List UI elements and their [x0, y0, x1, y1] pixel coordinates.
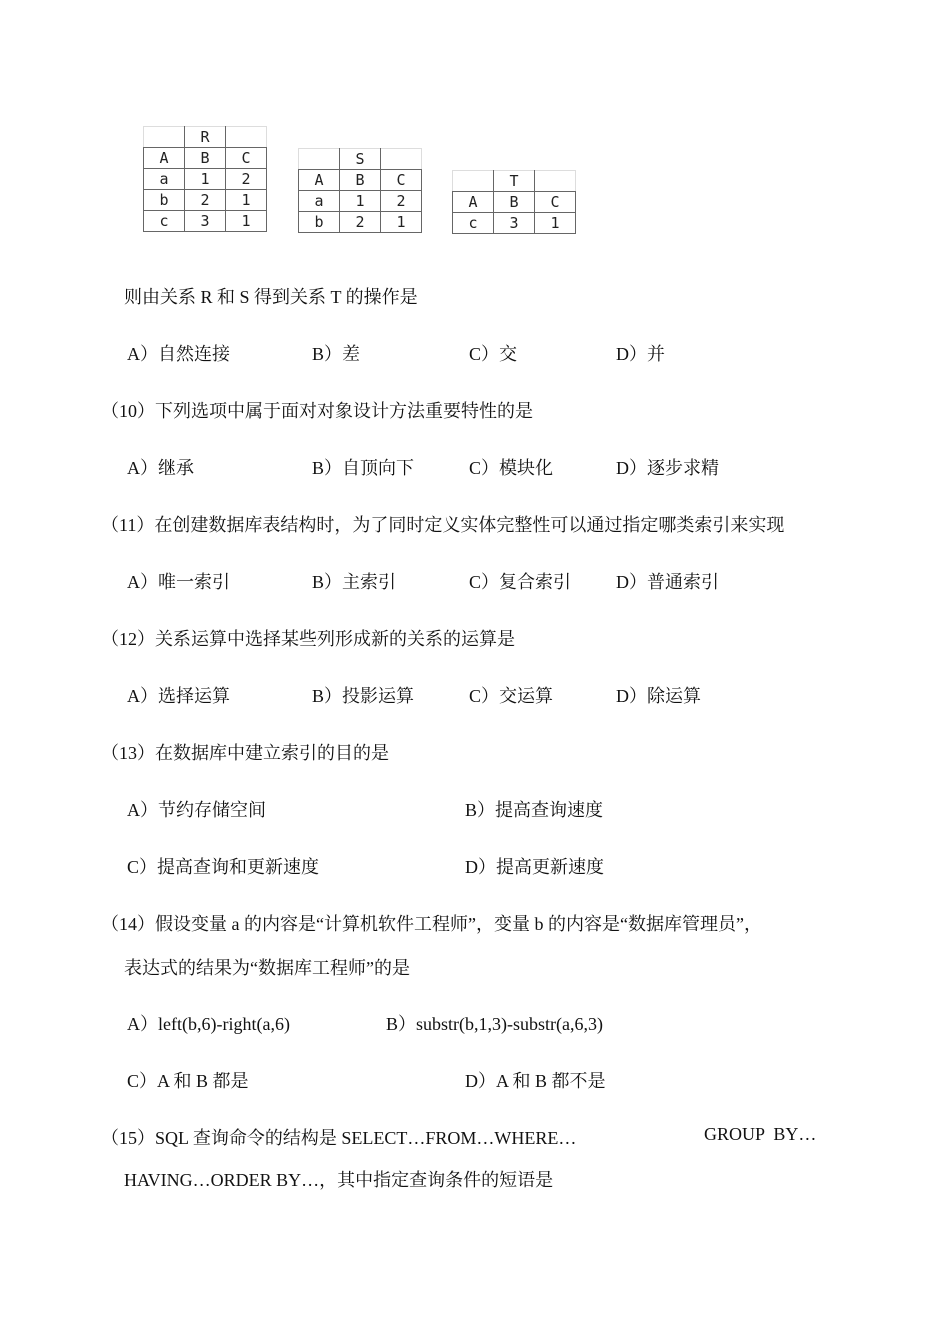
table-cell: 2: [381, 191, 422, 212]
option-d: D）普通索引: [616, 572, 719, 592]
table-title: S: [340, 149, 381, 170]
table-corner: [453, 171, 494, 192]
question-stem-clause: GROUP BY…: [704, 1124, 817, 1144]
option-c: C）模块化: [469, 458, 554, 478]
option-d: D）A 和 B 都不是: [465, 1071, 606, 1091]
option-b: B）差: [312, 344, 361, 364]
question-stem: （10）下列选项中属于面对对象设计方法重要特性的是: [101, 401, 533, 421]
table-row: [144, 211, 267, 232]
option-d: D）提高更新速度: [465, 857, 604, 877]
table-cell: b: [144, 190, 185, 211]
option-b: B）substr(b,1,3)-substr(a,6,3): [386, 1014, 603, 1034]
table-cell: 1: [226, 190, 267, 211]
option-a: A）left(b,6)-right(a,6): [127, 1014, 290, 1034]
option-b: B）投影运算: [312, 686, 415, 706]
table-corner: [535, 171, 576, 192]
relation-s-table: [298, 148, 422, 233]
question-stem: （14）假设变量 a 的内容是“计算机软件工程师”，变量 b 的内容是“数据库管理员”，: [101, 914, 762, 934]
option-d: D）逐步求精: [616, 458, 719, 478]
question-stem: （11）在创建数据库表结构时，为了同时定义实体完整性可以通过指定哪类索引来实现: [101, 515, 785, 535]
table-cell: 1: [185, 169, 226, 190]
question-stem: 则由关系 R 和 S 得到关系 T 的操作是: [124, 287, 418, 307]
option-c: C）A 和 B 都是: [127, 1071, 249, 1091]
table-row: [144, 169, 267, 190]
table-cell: a: [144, 169, 185, 190]
table-title: T: [494, 171, 535, 192]
table-cell: 2: [185, 190, 226, 211]
table-corner: [144, 127, 185, 148]
table-cell: 3: [494, 213, 535, 234]
relation-t-table: [452, 170, 576, 234]
column-header: C: [381, 170, 422, 191]
table-row: [453, 213, 576, 234]
table-cell: 1: [381, 212, 422, 233]
table-row: [299, 212, 422, 233]
column-header: A: [144, 148, 185, 169]
table-cell: c: [144, 211, 185, 232]
option-d: D）除运算: [616, 686, 701, 706]
table-cell: c: [453, 213, 494, 234]
table-cell: 1: [340, 191, 381, 212]
option-c: C）交运算: [469, 686, 554, 706]
option-b: B）主索引: [312, 572, 397, 592]
table-corner: [226, 127, 267, 148]
question-stem-continued: 表达式的结果为“数据库工程师”的是: [124, 958, 410, 978]
column-header: A: [453, 192, 494, 213]
table-cell: 1: [535, 213, 576, 234]
relation-r-table: [143, 126, 267, 232]
table-title: R: [185, 127, 226, 148]
option-b: B）提高查询速度: [465, 800, 604, 820]
option-a: A）自然连接: [127, 344, 230, 364]
column-header: B: [185, 148, 226, 169]
table-cell: 1: [226, 211, 267, 232]
option-b: B）自顶向下: [312, 458, 415, 478]
question-stem: （13）在数据库中建立索引的目的是: [101, 743, 389, 763]
question-stem: （15）SQL 查询命令的结构是 SELECT…FROM…WHERE…: [101, 1128, 577, 1148]
column-header: A: [299, 170, 340, 191]
table-cell: 3: [185, 211, 226, 232]
table-cell: 2: [226, 169, 267, 190]
question-stem-continued: HAVING…ORDER BY…，其中指定查询条件的短语是: [124, 1170, 554, 1190]
table-row: [299, 191, 422, 212]
table-cell: a: [299, 191, 340, 212]
option-c: C）交: [469, 344, 518, 364]
column-header: C: [226, 148, 267, 169]
option-d: D）并: [616, 344, 665, 364]
column-header: B: [494, 192, 535, 213]
table-cell: b: [299, 212, 340, 233]
option-a: A）继承: [127, 458, 194, 478]
option-a: A）节约存储空间: [127, 800, 266, 820]
column-header: B: [340, 170, 381, 191]
table-corner: [381, 149, 422, 170]
table-corner: [299, 149, 340, 170]
option-c: C）复合索引: [469, 572, 572, 592]
column-header: C: [535, 192, 576, 213]
option-a: A）选择运算: [127, 686, 230, 706]
table-row: [144, 190, 267, 211]
option-a: A）唯一索引: [127, 572, 230, 592]
table-cell: 2: [340, 212, 381, 233]
option-c: C）提高查询和更新速度: [127, 857, 320, 877]
question-stem: （12）关系运算中选择某些列形成新的关系的运算是: [101, 629, 515, 649]
